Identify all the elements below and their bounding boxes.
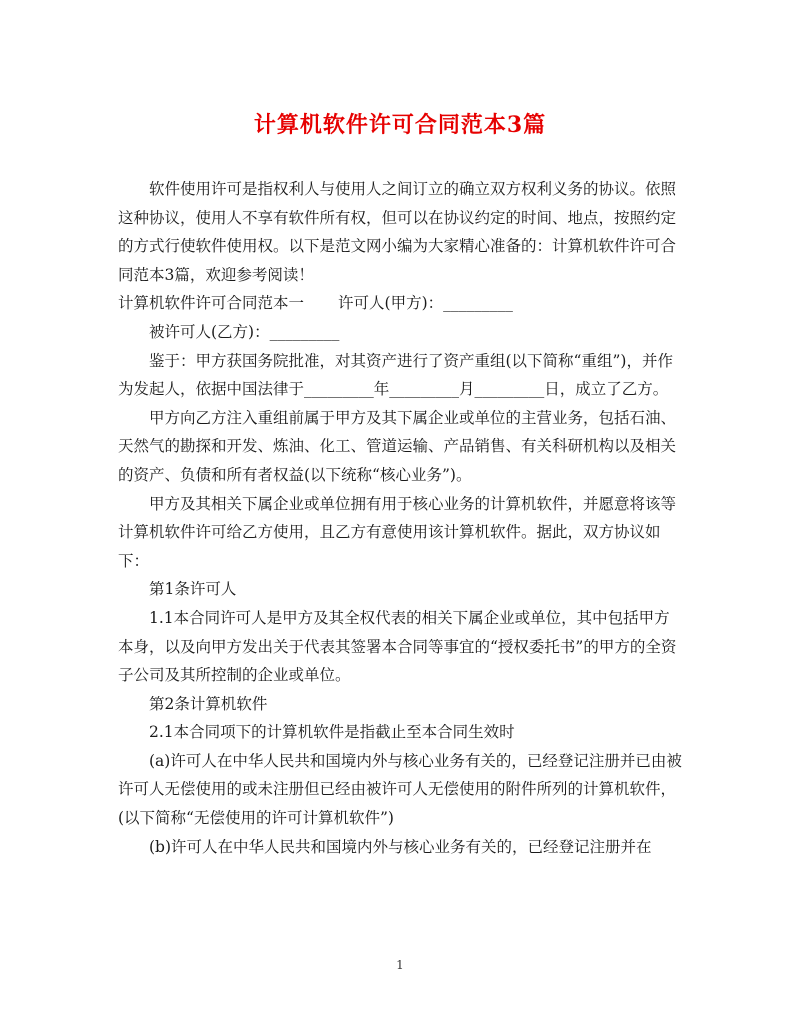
article-2-1-b: (b)许可人在中华人民共和国境内外与核心业务有关的，已经登记注册并在 bbox=[149, 837, 652, 856]
contract-heading: 计算机软件许可合同范本一 bbox=[118, 294, 305, 313]
page-number: 1 bbox=[396, 958, 404, 972]
agreement-paragraph: 甲方及其相关下属企业或单位拥有用于核心业务的计算机软件，并愿意将该等计算机软件许可给乙方使用，且乙方有意使用该计算机软件。据此，双方协议如下： bbox=[118, 494, 677, 570]
article-2-1-a: (a)许可人在中华人民共和国境内外与核心业务有关的，已经登记注册并已由被许可人无偿使用的或未注册但已经由被许可人无偿使用的附件所列的计算机软件，(以下简称“无偿使用的许可计算机软件”) bbox=[118, 751, 682, 828]
whereas-paragraph: 鉴于：甲方获国务院批准，对其资产进行了资产重组(以下简称“重组”)，并作为发起人，依据中国法律于_________年_________月_________日，成立了乙方。 bbox=[118, 351, 673, 399]
article-1-heading: 第1条许可人 bbox=[149, 580, 237, 599]
article-1-1: 1.1本合同许可人是甲方及其全权代表的相关下属企业或单位，其中包括甲方本身，以及向甲方发出关于代表其签署本合同等事宜的“授权委托书”的甲方的全资子公司及其所控制的企业或单位。 bbox=[118, 608, 677, 685]
article-2-1: 2.1本合同项下的计算机软件是指截止至本合同生效时 bbox=[149, 723, 515, 742]
document-body bbox=[118, 175, 684, 861]
document-title: 计算机软件许可合同范本3篇 bbox=[253, 112, 547, 138]
licensee-line: 被许可人(乙方)：_________ bbox=[149, 322, 340, 341]
intro-paragraph: 软件使用许可是指权利人与使用人之间订立的确立双方权利义务的协议。依照这种协议，使用人不享有软件所有权，但可以在协议约定的时间、地点，按照约定的方式行使软件使用权。以下是范文网小编为大家精心准备的：计算机软件许可合同范本3篇，欢迎参考阅读！ bbox=[118, 180, 677, 284]
licensor-line: 许可人(甲方)：_________ bbox=[338, 294, 513, 313]
contract-heading-line bbox=[118, 289, 684, 318]
article-2-heading: 第2条计算机软件 bbox=[149, 694, 268, 713]
core-business-paragraph: 甲方向乙方注入重组前属于甲方及其下属企业或单位的主营业务，包括石油、天然气的勘探和开发、炼油、化工、管道运输、产品销售、有关科研机构以及相关的资产、负债和所有者权益(以下统称“核心业务”)。 bbox=[118, 408, 677, 484]
